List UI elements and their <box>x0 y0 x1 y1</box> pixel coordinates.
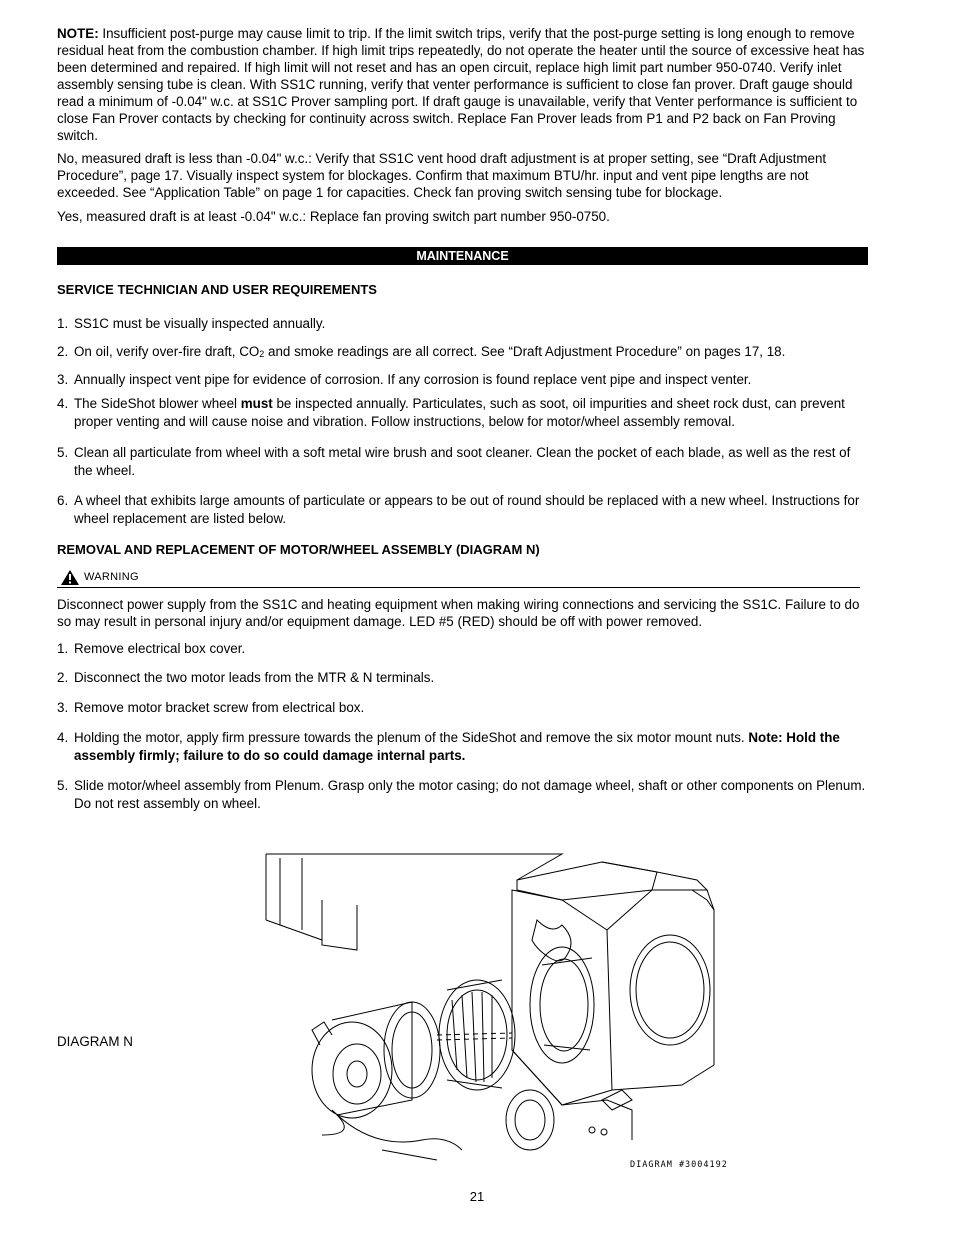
list-text: A wheel that exhibits large amounts of particulate or appears to be out of round should be replaced with a new wheel. Instructions for wheel replacement are listed below. <box>74 493 860 526</box>
note-text: Insufficient post-purge may cause limit to trip. If the limit switch trips, verify that the post-purge setting is long enough to remove residual heat from the combustion chamber. If high limit trips repeatedly, do not operate the heater until the source of excessive heat has been determined and repaired. If high limit will not reset and has an open circuit, replace high limit part number 950-0740. Verify inlet assembly sensing tube is clean. With SS1C running, verify that venter performance is sufficient to close fan prover. Draft gauge should read a minimum of -0.04" w.c. at SS1C Prover sampling port. If draft gauge is unavailable, verify that Venter performance is sufficient to close Fan Prover contacts by checking for continuity across switch. Replace Fan Prover leads from P1 and P2 back on Fan Proving switch. <box>57 26 865 143</box>
no-draft-paragraph: No, measured draft is less than -0.04" w.c.: Verify that SS1C vent hood draft adjustment is at proper setting, see “Draft Adjustment Procedure”, page 17. Visually inspect system for blockages. Confirm that maximum BTU/hr. input and vent pipe lengths are not exceeded. See “Application Table” on page 1 for capacities. Check fan proving switch sensing tube for blockage. <box>57 151 827 200</box>
list-number: 1. <box>57 641 69 656</box>
list-text: Remove motor bracket screw from electrical box. <box>74 700 365 715</box>
list-number: 4. <box>57 396 69 411</box>
list-text: Slide motor/wheel assembly from Plenum. Grasp only the motor casing; do not damage wheel, shaft or other components on Plenum. Do not rest assembly on wheel. <box>74 778 866 811</box>
list-item <box>57 729 869 765</box>
motor-wheel-assembly-diagram <box>262 850 722 1175</box>
list-item <box>57 777 869 813</box>
list-text: Disconnect the two motor leads from the MTR & N terminals. <box>74 670 435 685</box>
list-item <box>57 640 869 658</box>
list-item <box>57 444 869 480</box>
list-item <box>57 315 869 333</box>
diagram-code: DIAGRAM #3004192 <box>630 1160 728 1170</box>
list-number: 1. <box>57 316 69 331</box>
removal-heading: REMOVAL AND REPLACEMENT OF MOTOR/WHEEL ASSEMBLY (DIAGRAM N) <box>57 542 540 557</box>
list-number: 5. <box>57 445 69 460</box>
list-text: SS1C must be visually inspected annually. <box>74 316 326 331</box>
list-item <box>57 492 869 528</box>
list-number: 2. <box>57 670 69 685</box>
list-item <box>57 395 869 431</box>
list-text: Holding the motor, apply firm pressure towards the plenum of the SideShot and remove the six motor mount nuts. Note: Hold the assembly firmly; failure to do so could damage internal parts. <box>74 730 840 763</box>
note-paragraph <box>57 25 869 144</box>
list-number: 3. <box>57 372 69 387</box>
list-number: 3. <box>57 700 69 715</box>
section-title-bar: MAINTENANCE <box>57 247 868 265</box>
list-item <box>57 343 869 363</box>
yes-draft-paragraph: Yes, measured draft is at least -0.04" w.c.: Replace fan proving switch part number 950-0750. <box>57 209 610 224</box>
list-number: 4. <box>57 730 69 745</box>
emphasis: Note: Hold the assembly firmly; failure to do so could damage internal parts. <box>74 730 840 763</box>
page-number: 21 <box>469 1189 485 1204</box>
warning-label: WARNING <box>84 571 139 583</box>
list-text: Remove electrical box cover. <box>74 641 246 656</box>
emphasis: must <box>240 396 273 411</box>
warning-header <box>57 569 860 588</box>
list-text: Annually inspect vent pipe for evidence of corrosion. If any corrosion is found replace vent pipe and inspect venter. <box>74 372 752 387</box>
warning-text: Disconnect power supply from the SS1C and heating equipment when making wiring connections and servicing the SS1C. Failure to do so may result in personal injury and/or equipment damage. LED #5 (RED) should be off with power removed. <box>57 597 860 629</box>
subscript: 2 <box>259 349 265 359</box>
list-number: 2. <box>57 344 69 359</box>
list-item <box>57 669 869 687</box>
list-number: 6. <box>57 493 69 508</box>
list-text: On oil, verify over-fire draft, $CO_2$ and smoke readings are all correct. See “Draft Adjustment Procedure” on pages 17, 18. <box>74 344 786 359</box>
note-label: NOTE: <box>57 26 99 41</box>
list-text: Clean all particulate from wheel with a soft metal wire brush and soot cleaner. Clean the pocket of each blade, as well as the rest of the wheel. <box>74 445 851 478</box>
list-number: 5. <box>57 778 69 793</box>
diagram-label: DIAGRAM N <box>57 1034 133 1049</box>
service-heading: SERVICE TECHNICIAN AND USER REQUIREMENTS <box>57 282 377 297</box>
warning-triangle-icon <box>60 569 80 586</box>
list-item <box>57 371 869 389</box>
list-item <box>57 699 869 717</box>
list-text: The SideShot blower wheel must be inspected annually. Particulates, such as soot, oil impurities and sheet rock dust, can prevent proper venting and will cause noise and vibration. Follow instructions, below for motor/wheel assembly removal. <box>74 396 845 429</box>
